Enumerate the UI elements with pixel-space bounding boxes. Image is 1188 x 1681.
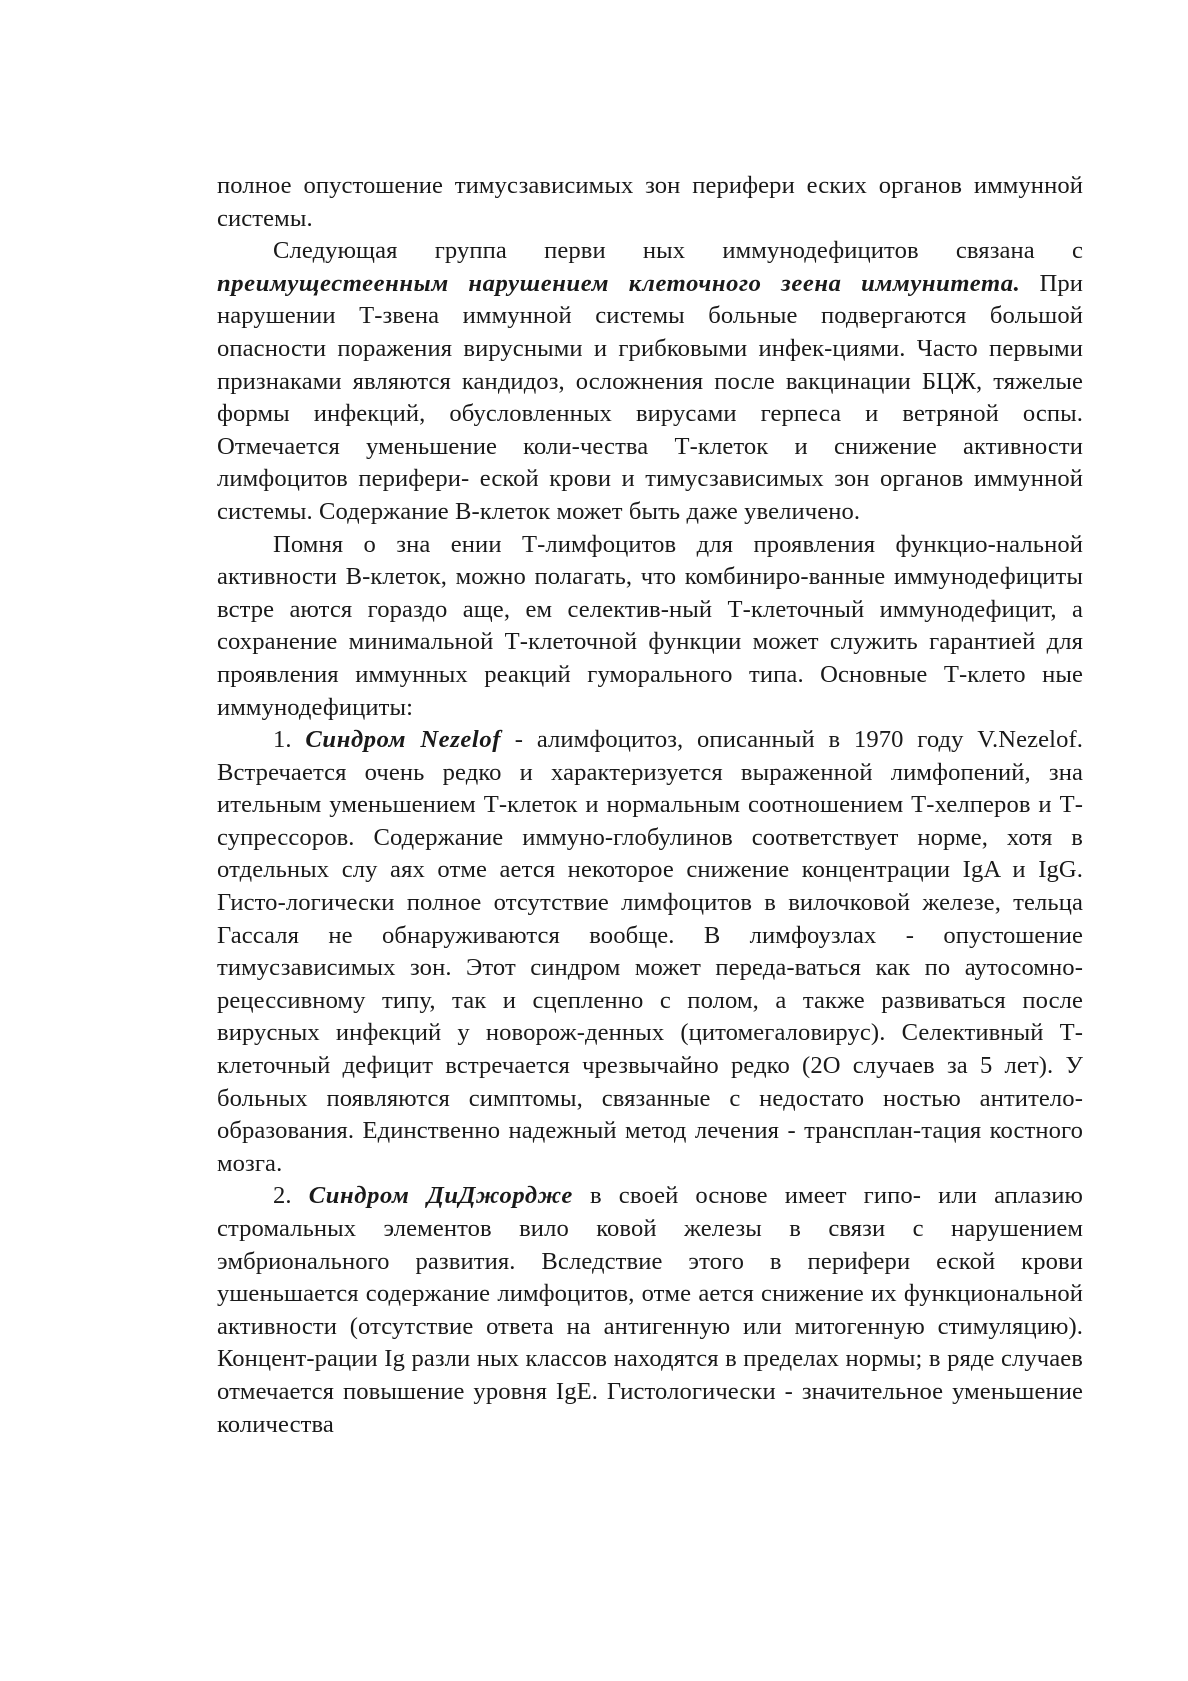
list-item-2 <box>217 1180 1083 1441</box>
paragraph-3 <box>217 529 1083 725</box>
list-item-1-number: 1. <box>273 726 292 754</box>
list-item-2-title: Синдром ДиДжордже <box>308 1182 573 1210</box>
paragraph-3-text: Помня о зна ении Т-лимфоцитов для проявления функцио-нальной активности В-клеток, можно полагать, что комбиниро-ванные иммунодефициты встре аются гораздо аще, ем селектив-ный Т-клеточный иммунодефицит, а сохранение минимальной Т-клеточной функции может служить гарантией для проявления иммунных реакций гуморального типа. Основные Т-клето ные иммунодефициты: <box>217 530 1083 721</box>
list-item-2-number: 2. <box>273 1182 292 1210</box>
document-body <box>217 170 1083 1441</box>
list-item-2-text: в своей основе имеет гипо- или аплазию стромальных элементов вило ковой железы в связи с нарушением эмбрионального развития. Вследствие этого в перифери еской крови ушеньшается содержание лимфоцитов, отме ается снижение их функциональной активности (отсутствие ответа на антигенную или митогенную стимуляцию). Концент-рации Ig разли ных классов находятся в пределах нормы; в ряде случаев отмечается повышение уровня IgE. Гистологически - значительное уменьшение количества <box>217 1182 1084 1438</box>
paragraph-1 <box>217 170 1083 235</box>
paragraph-2-rest: При нарушении Т-звена иммунной системы больные подвергаются большой опасности поражения вирусными и грибковыми инфек-циями. Часто первыми признаками являются кандидоз, осложнения после вакцинации БЦЖ, тяжелые формы инфекций, обусловленных вирусами герпеса и ветряной оспы. Отмечается уменьшение коли-чества Т-клеток и снижение активности лимфоцитов перифери- еской крови и тимусзависимых зон органов иммунной системы. Содержание В-клеток может быть даже увеличено. <box>217 269 1083 525</box>
paragraph-2 <box>217 235 1083 528</box>
list-item-1-text: - алимфоцитоз, описанный в 1970 году V.Nezelof. Встречается очень редко и характеризуется выраженной лимфопений, зна ительным уменьшением Т-клеток и нормальным соотношением Т-хелперов и Т-супрессоров. Содержание иммуно-глобулинов соответствует норме, хотя в отдельных слу аях отме ается некоторое снижение концентрации IgA и IgG. Гисто-логически полное отсутствие лимфоцитов в вилочковой железе, тельца Гассаля не обнаруживаются вообще. В лимфоузлах - опустошение тимусзависимых зон. Этот синдром может переда-ваться как по аутосомно-рецессивному типу, так и сцепленно с полом, а также развиваться после вирусных инфекций у новорож-денных (цитомегаловирус). Селективный Т-клеточный дефицит встречается чрезвычайно редко (2О случаев за 5 лет). У больных появляются симптомы, связанные с недостато ностью антитело-образования. Единственно надежный метод лечения - трансплан-тация костного мозга. <box>217 726 1084 1177</box>
paragraph-1-text: полное опустошение тимусзависимых зон перифери еских органов иммунной системы. <box>217 172 1083 232</box>
paragraph-2-emphasis: преимущестеенным нарушением клеточного зеена иммунитета. <box>217 269 1021 297</box>
list-item-1 <box>217 724 1083 1180</box>
paragraph-2-lead: Следующая группа перви ных иммунодефицитов связана с <box>273 237 1083 265</box>
list-item-1-title: Синдром Nezelof <box>305 726 502 754</box>
